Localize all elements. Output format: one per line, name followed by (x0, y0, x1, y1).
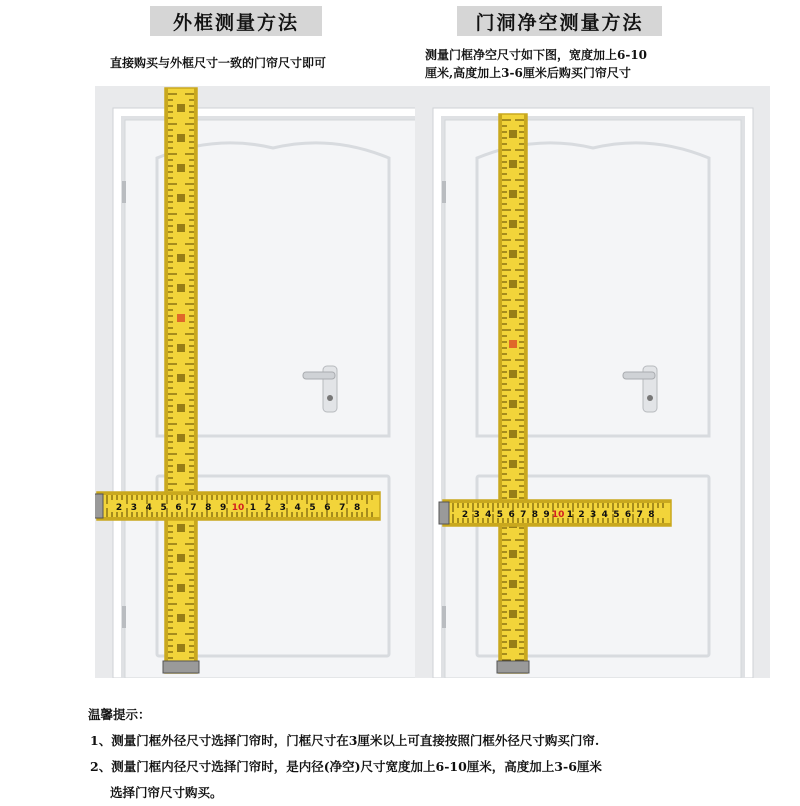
right-door-illustration (415, 86, 770, 678)
tape-number-mark (177, 224, 185, 232)
horizontal-measuring-tape (95, 492, 380, 520)
hinge-bottom (442, 606, 446, 628)
left-title: 外框测量方法 (150, 6, 322, 36)
door-leaf (445, 120, 741, 678)
tape-number: 5 (496, 510, 504, 520)
tape-edge (97, 492, 380, 495)
tape-number: 3 (589, 510, 597, 520)
tip-item-1: 1、测量门框外径尺寸选择门帘时，门框尺寸在3厘米以上可直接按照门框外径尺寸购买门帘. (90, 733, 600, 748)
tape-number: 5 (160, 503, 167, 513)
tape-number-mark (509, 340, 517, 348)
tape-number: 8 (531, 510, 539, 520)
tape-number-mark (177, 554, 185, 562)
tape-number: 5 (613, 510, 620, 520)
tape-number: 4 (294, 503, 301, 513)
tip-item-2-line-1: 2、测量门框内径尺寸选择门帘时，是内径(净空)尺寸宽度加上6-10厘米，高度加上3-6厘米 (90, 759, 602, 774)
tape-number-mark (509, 430, 517, 438)
tape-number-mark (177, 284, 185, 292)
tape-number: 3 (279, 503, 286, 513)
tape-number-mark (509, 460, 517, 468)
door-measure-diagram-outer (95, 86, 450, 678)
tape-number: 1 (566, 510, 573, 520)
tape-number: 7 (339, 503, 346, 513)
tape-number-mark (509, 580, 517, 588)
tape-edge (443, 500, 671, 503)
tape-hook (163, 661, 199, 673)
tape-edge (165, 88, 168, 673)
tape-number-mark (177, 404, 185, 412)
tape-number-mark (509, 250, 517, 258)
hinge-top (442, 181, 446, 203)
tape-edge (524, 114, 527, 673)
tape-number-mark (177, 344, 185, 352)
tape-number: 6 (175, 503, 182, 513)
tape-number-mark (177, 194, 185, 202)
tape-number-mark (177, 254, 185, 262)
tape-number-mark (509, 400, 517, 408)
tape-number-mark (509, 640, 517, 648)
tape-number-mark (509, 160, 517, 168)
tape-number-mark (509, 550, 517, 558)
vertical-measuring-tape (160, 88, 199, 673)
tape-number: 4 (485, 510, 492, 520)
tape-number: 10 (551, 510, 565, 520)
vertical-measuring-tape (497, 114, 529, 673)
tape-number: 4 (145, 503, 152, 513)
tape-number: 10 (231, 503, 245, 513)
tape-number: 6 (324, 503, 331, 513)
tape-number: 8 (648, 510, 655, 520)
tape-number: 3 (473, 510, 480, 520)
left-subtitle: 直接购买与外框尺寸一致的门帘尺寸即可 (110, 56, 327, 70)
tape-number-mark (177, 464, 185, 472)
tape-number-mark (177, 644, 185, 652)
tape-number-mark (509, 220, 517, 228)
tape-hook (439, 502, 449, 524)
door-measure-diagram-inner (415, 86, 770, 678)
keyhole (327, 395, 333, 401)
tape-number-mark (509, 610, 517, 618)
tape-number: 6 (624, 510, 632, 520)
tape-number: 4 (601, 510, 608, 520)
tip-item-2-line-2: 选择门帘尺寸购买。 (110, 785, 223, 800)
tape-number-mark (177, 524, 185, 532)
tape-number-mark (177, 584, 185, 592)
tape-edge (443, 523, 671, 526)
tape-number-mark (177, 104, 185, 112)
tape-number-mark (177, 434, 185, 442)
tape-number-mark (177, 374, 185, 382)
tape-number-mark (509, 190, 517, 198)
tape-hook (95, 494, 103, 518)
tape-hook (497, 661, 529, 673)
tape-number-mark (509, 280, 517, 288)
tape-number-mark (177, 134, 185, 142)
tape-number: 7 (636, 510, 643, 520)
tape-number: 2 (461, 510, 469, 520)
hinge-bottom (122, 606, 126, 628)
tips-section (90, 702, 790, 806)
tape-number: 2 (264, 503, 271, 513)
tape-number: 7 (190, 503, 197, 513)
tape-edge (97, 517, 380, 520)
door-handle-lever (623, 372, 655, 379)
hinge-top (122, 181, 126, 203)
tape-number: 3 (130, 503, 138, 513)
right-subtitle-line2: 厘米,高度加上3-6厘米后购买门帘尺寸 (425, 66, 631, 80)
tape-number-mark (509, 490, 517, 498)
tape-number-mark (177, 164, 185, 172)
tape-number-mark (509, 310, 517, 318)
tape-number: 1 (249, 503, 257, 513)
tape-number: 9 (543, 510, 550, 520)
right-title: 门洞净空测量方法 (457, 6, 662, 36)
tips-heading: 温馨提示： (88, 707, 151, 722)
tape-number: 8 (353, 503, 361, 513)
keyhole (647, 395, 653, 401)
tape-number: 5 (309, 503, 316, 513)
left-door-illustration (95, 86, 450, 678)
tape-edge (194, 88, 197, 673)
tape-number: 9 (220, 503, 227, 513)
tape-number-mark (509, 130, 517, 138)
tape-number-mark (177, 614, 185, 622)
tape-number-mark (177, 314, 185, 322)
tape-number: 7 (520, 510, 527, 520)
tape-number: 2 (578, 510, 585, 520)
tape-number: 6 (508, 510, 515, 520)
tape-number: 2 (115, 503, 123, 513)
horizontal-measuring-tape (439, 500, 671, 526)
right-subtitle-line1: 测量门框净空尺寸如下图，宽度加上6-10 (425, 48, 648, 62)
tape-edge (496, 114, 504, 673)
tape-number: 8 (205, 503, 212, 513)
door-handle-lever (303, 372, 335, 379)
tape-number-mark (509, 370, 517, 378)
